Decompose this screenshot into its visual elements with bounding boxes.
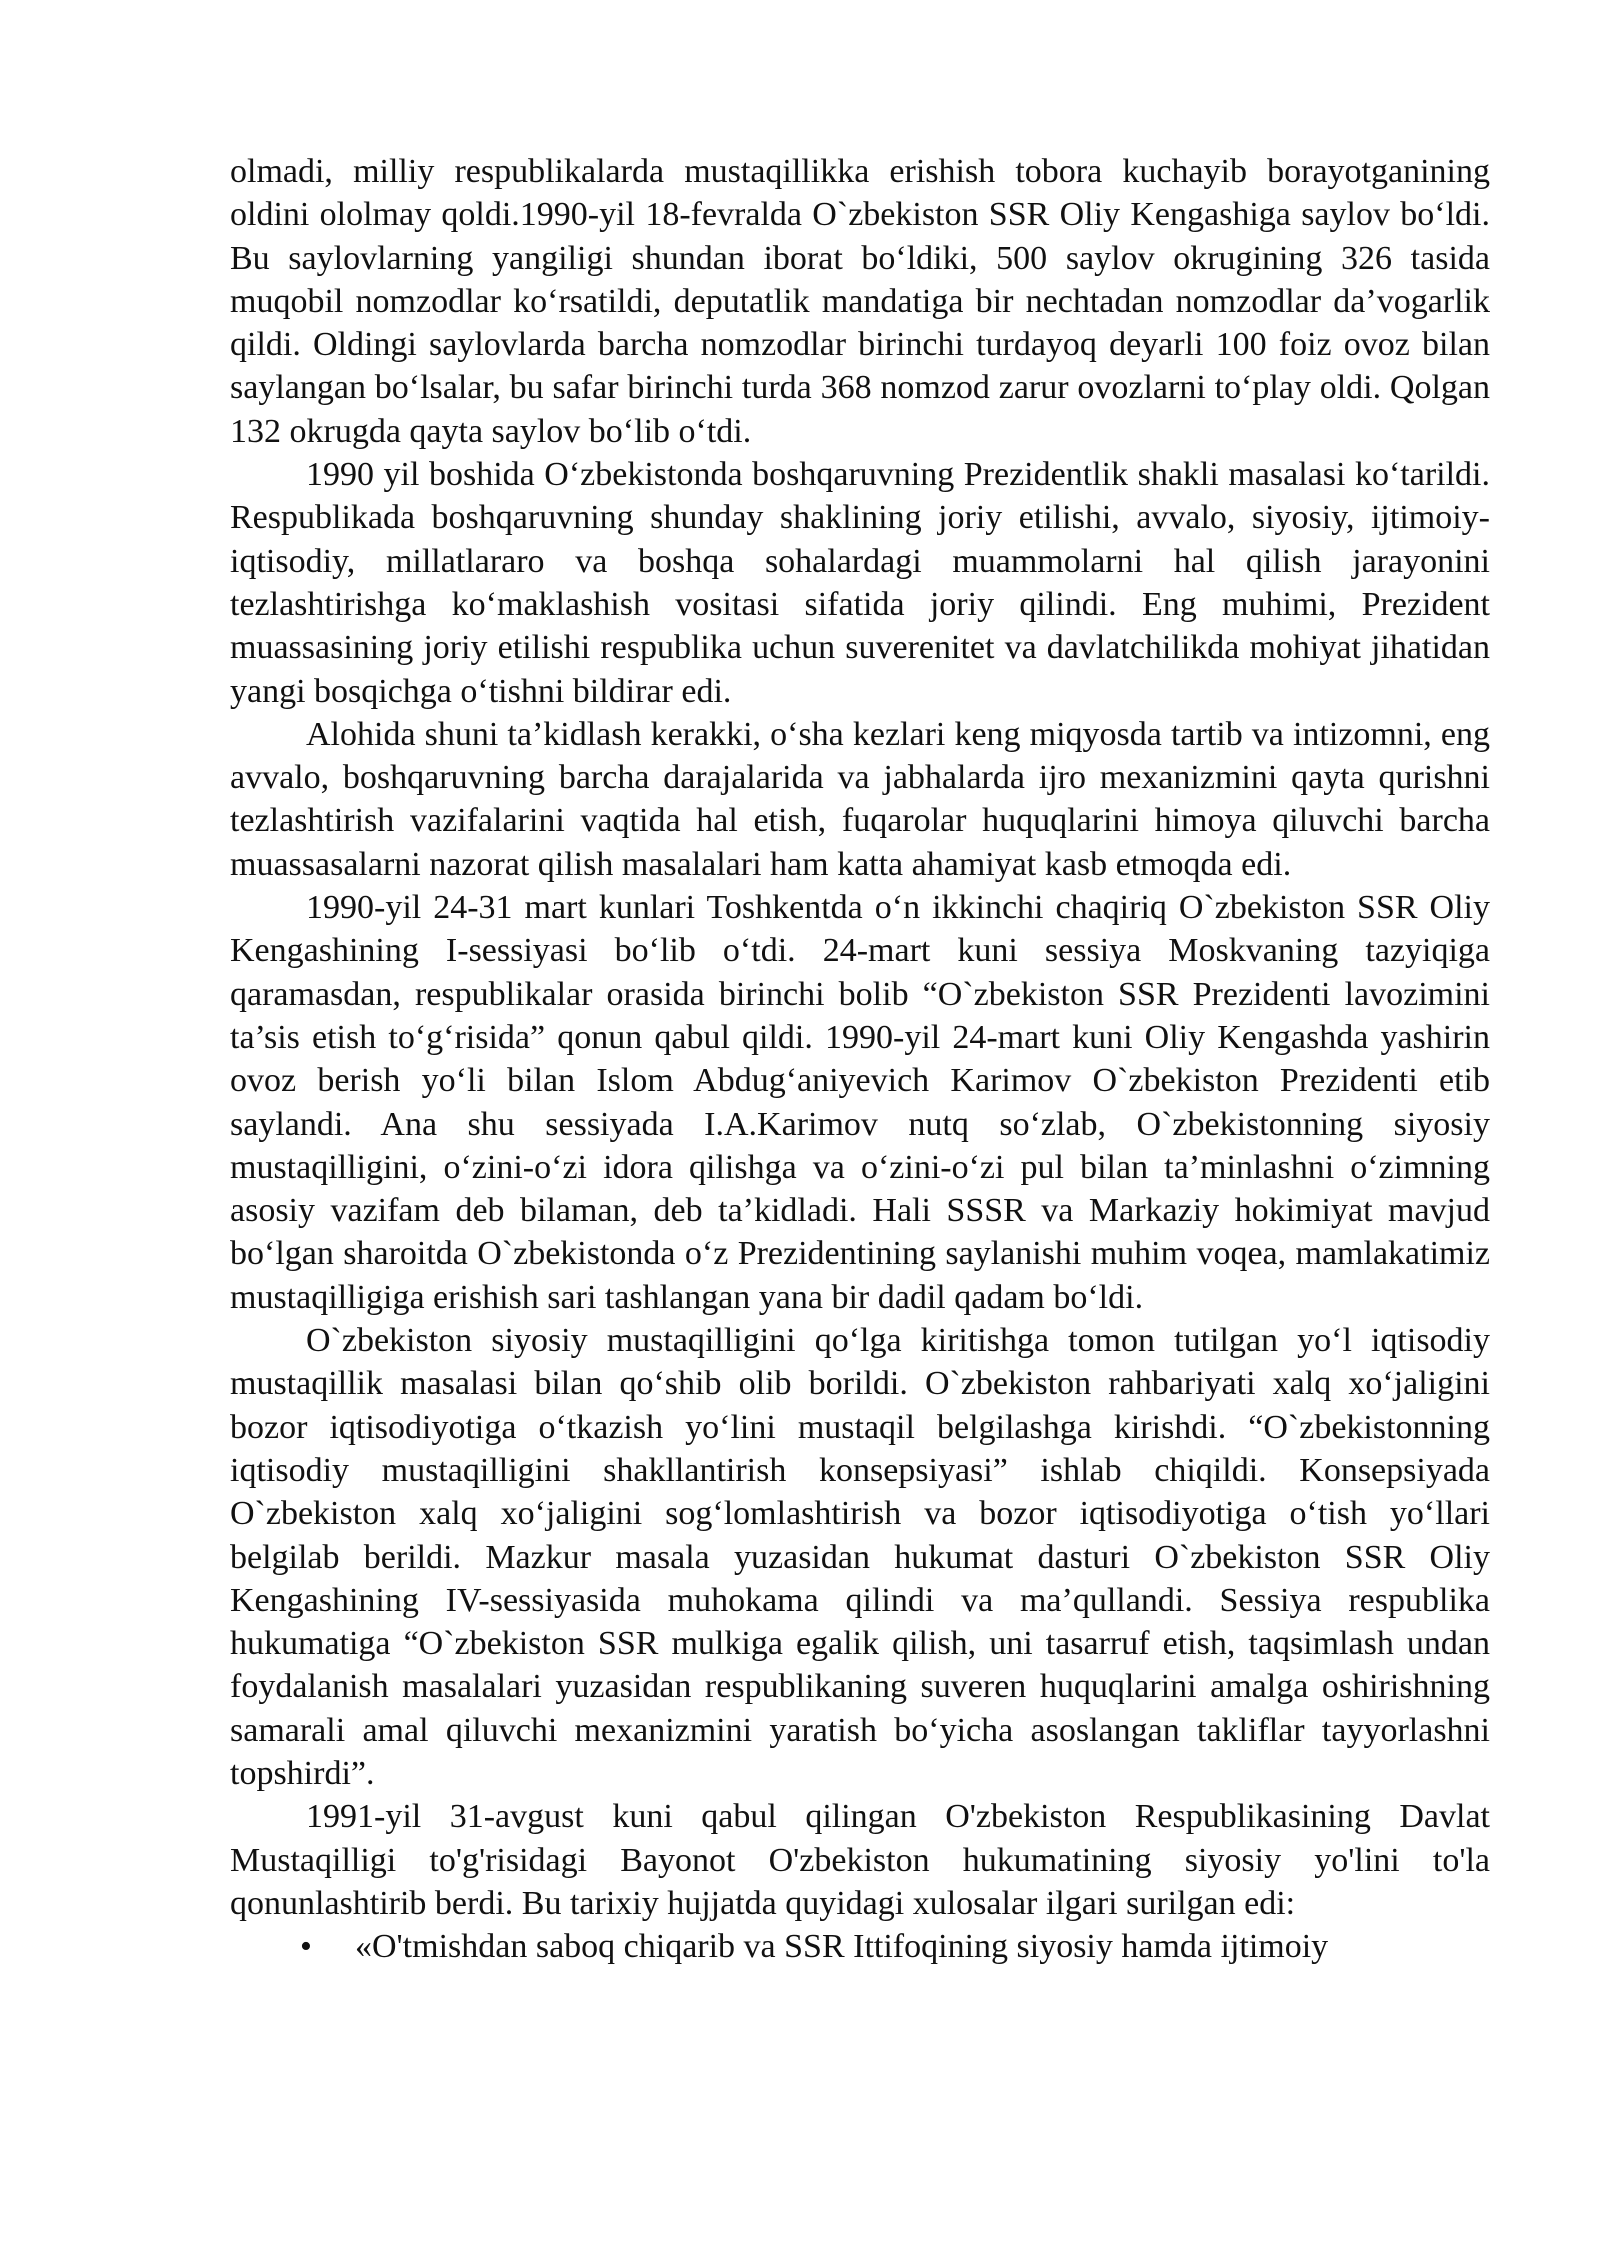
bullet-icon: • <box>300 1928 312 1966</box>
paragraph-supreme-council-session: 1990-yil 24-31 mart kunlari Toshkentda o‘n ikkinchi chaqiriq O`zbekiston SSR Oliy Kengashining I-sessiyasi bo‘lib o‘tdi. 24-mart kuni sessiya Moskvaning tazyiqiga qaramasdan, respublikalar orasida birinchi bolib “O`zbekiston SSR Prezidenti lavozimini ta’sis etish to‘g‘risida” qonun qabul qildi. 1990-yil 24-mart kuni Oliy Kengashda yashirin ovoz berish yo‘li bilan Islom Abdug‘aniyevich Karimov O`zbekiston Prezidenti etib saylandi. Ana shu sessiyada I.A.Karimov nutq so‘zlab, O`zbekistonning siyosiy mustaqilligini, o‘zini-o‘zi idora qilishga va o‘zini-o‘zi pul bilan ta’minlashni o‘zimning asosiy vazifam deb bilaman, deb ta’kidladi. Hali SSSR va Markaziy hokimiyat mavjud bo‘lgan sharoitda O`zbekistonda o‘z Prezidentining saylanishi muhim voqea, mamlakatimiz mustaqilligiga erishish sari tashlangan yana bir dadil qadam bo‘ldi. <box>230 889 1490 1316</box>
paragraph-economic-independence: O`zbekiston siyosiy mustaqilligini qo‘lga kiritishga tomon tutilgan yo‘l iqtisodiy mustaqillik masalasi bilan qo‘shib olib borildi. O`zbekiston rahbariyati xalq xo‘jaligini bozor iqtisodiyotiga o‘tkazish yo‘lini mustaqil belgilashga kirishdi. “O`zbekistonning iqtisodiy mustaqilligini shakllantirish konsepsiyasi” ishlab chiqildi. Konsepsiyada O`zbekiston xalq xo‘jaligini sog‘lomlashtirish va bozor iqtisodiyotiga o‘tish yo‘llari belgilab berildi. Mazkur masala yuzasidan hukumat dasturi O`zbekiston SSR Oliy Kengashining IV-sessiyasida muhokama qilindi va ma’qullandi. Sessiya respublika hukumatiga “O`zbekiston SSR mulkiga egalik qilish, uni tasarruf etish, taqsimlash undan foydalanish masalalari yuzasidan respublikaning suveren huquqlarini amalga oshirishning samarali amal qiluvchi mexanizmini yaratish bo‘yicha asoslangan takliflar tayyorlashni topshirdi”. <box>230 1322 1490 1792</box>
list-item <box>230 1925 1490 1968</box>
paragraph-order-discipline: Alohida shuni ta’kidlash kerakki, o‘sha kezlari keng miqyosda tartib va intizomni, eng avvalo, boshqaruvning barcha darajalarida va jabhalarda ijro mexanizmini qayta qurishni tezlashtirish vazifalarini vaqtida hal etish, fuqarolar huquqlarini himoya qiluvchi barcha muassasalarni nazorat qilish masalalari ham katta ahamiyat kasb etmoqda edi. <box>230 715 1490 883</box>
paragraph-election-1990: olmadi, milliy respublikalarda mustaqillikka erishish tobora kuchayib borayotganining oldini ololmay qoldi.1990-yil 18-fevralda O`zbekiston SSR Oliy Kengashiga saylov bo‘ldi. Bu saylovlarning yangiligi shundan iborat bo‘ldiki, 500 saylov okrugining 326 tasida muqobil nomzodlar ko‘rsatildi, deputatlik mandatiga bir nechtadan nomzodlar da’vogarlik qildi. Oldingi saylovlarda barcha nomzodlar birinchi turdayoq deyarli 100 foiz ovoz bilan saylangan bo‘lsalar, bu safar birinchi turda 368 nomzod zarur ovozlarni to‘play oldi. Qolgan 132 okrugda qayta saylov bo‘lib o‘tdi. <box>230 153 1490 450</box>
document-page <box>230 150 1490 1968</box>
paragraph-independence-declaration: 1991-yil 31-avgust kuni qabul qilingan O'zbekiston Respublikasining Davlat Mustaqilligi to'g'risidagi Bayonot O'zbekiston hukumatining siyosiy yo'lini to'la qonunlashtirib berdi. Bu tarixiy hujjatda quyidagi xulosalar ilgari surilgan edi: <box>230 1798 1490 1922</box>
conclusions-list <box>230 1925 1490 1968</box>
bullet-text: «O'tmishdan saboq chiqarib va SSR Ittifoqining siyosiy hamda ijtimoiy <box>355 1928 1329 1966</box>
paragraph-presidential-form: 1990 yil boshida O‘zbekistonda boshqaruvning Prezidentlik shakli masalasi ko‘tarildi. Respublikada boshqaruvning shunday shaklining joriy etilishi, avvalo, siyosiy, ijtimoiy-iqtisodiy, millatlararo va boshqa sohalardagi muammolarni hal qilish jarayonini tezlashtirishga ko‘maklashish vositasi sifatida joriy qilindi. Eng muhimi, Prezident muassasining joriy etilishi respublika uchun suverenitet va davlatchilikda mohiyat jihatidan yangi bosqichga o‘tishni bildirar edi. <box>230 456 1490 710</box>
